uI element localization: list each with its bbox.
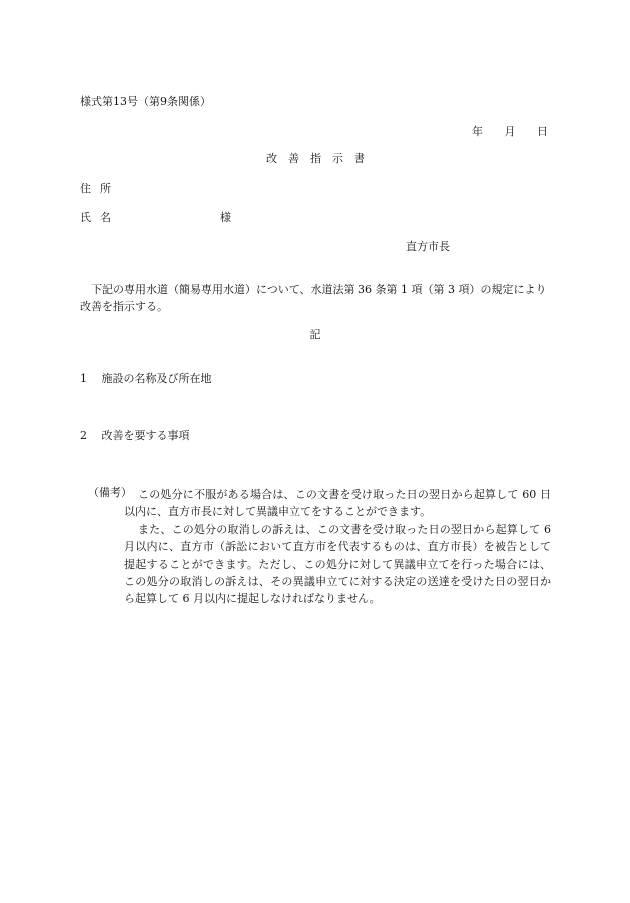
honorific: 様 xyxy=(220,211,231,224)
remarks-paragraph: また、この処分の取消しの訴えは、この文書を受け取った日の翌日から起算して 6 月以内に、直方市（訴訟において直方市を代表するものは、直方市長）を被告として提起することができます。ただし、この処分に対して異議申立てを行った場合には、この処分の取消しの訴えは、その異議申立てに対する決定の送達を受けた日の翌日から起算して 6 月以内に提起しなければなりません。 xyxy=(124,522,551,606)
date-year: 年 xyxy=(472,125,483,138)
address-label: 住所 xyxy=(80,182,120,195)
item-label: 改善を要する事項 xyxy=(101,429,190,442)
body-text: 下記の専用水道（簡易専用水道）について、水道法第 36 条第 1 項（第 3 項）の規定により改善を指示する。 xyxy=(80,283,547,313)
document-title: 改善指示書 xyxy=(266,152,376,165)
remarks-label: （備考） xyxy=(88,486,132,499)
issuer: 直方市長 xyxy=(406,240,450,253)
item-improvement xyxy=(80,429,190,443)
date-line xyxy=(454,125,548,139)
item-facility xyxy=(80,372,212,386)
item-number: 1 xyxy=(80,372,87,385)
item-number: 2 xyxy=(80,429,87,442)
form-number: 様式第13号（第9条関係） xyxy=(80,95,211,108)
remarks-text xyxy=(124,486,551,608)
item-label: 施設の名称及び所在地 xyxy=(101,372,212,385)
date-day: 日 xyxy=(537,125,548,138)
date-month: 月 xyxy=(504,125,516,138)
ki-heading: 記 xyxy=(309,328,321,341)
remarks-paragraph: この処分に不服がある場合は、この文書を受け取った日の翌日から起算して 60 日以内に、直方市長に対して異議申立てをすることができます。 xyxy=(124,488,551,519)
name-label: 氏名 xyxy=(80,211,120,224)
